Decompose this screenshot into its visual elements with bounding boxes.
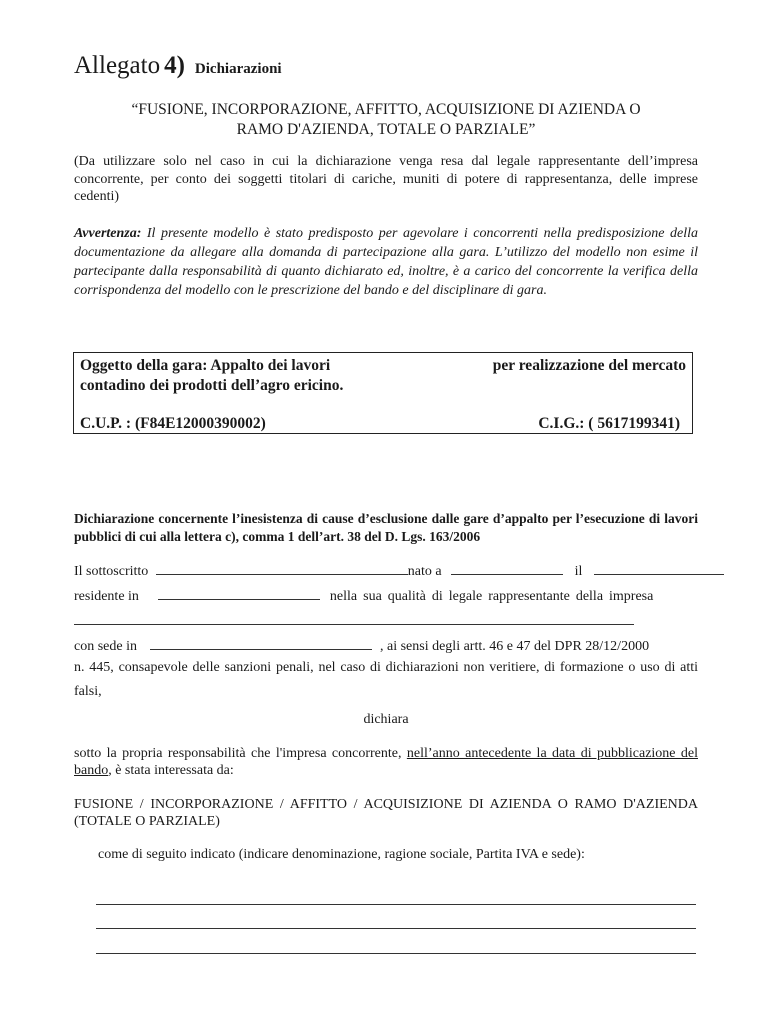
dichiara-label: dichiara <box>363 712 409 727</box>
responsabilita-post: , è stata interessata da: <box>108 763 234 778</box>
label-ai-sensi: , ai sensi degli artt. 46 e 47 del DPR 28/12/2000 <box>379 639 650 654</box>
document-subtitle <box>74 100 698 140</box>
come-di-seguito: come di seguito indicato (indicare denominazione, ragione sociale, Partita IVA e sede): <box>98 847 585 862</box>
oggetto-line-2: contadino dei prodotti dell’agro ericino. <box>80 377 344 394</box>
warning-text: Il presente modello è stato predisposto per agevolare i concorrenti nella predisposizione della documentazione da allegare alla domanda di partecipazione alla gara. L’utilizzo del modello non esime il partecipante dalla responsabilità di quanto dichiarato ed, inoltre, è a carico del concorrente la verifica della corrispondenza del modello con le prescrizione del bando e del disciplinare di gara. <box>74 226 698 298</box>
label-qualita: nella sua qualità di legale rappresentante della impresa <box>329 589 654 604</box>
label-con-sede-in: con sede in <box>74 639 137 654</box>
field-data-nascita[interactable] <box>594 561 724 575</box>
oggetto-right: per realizzazione del mercato <box>492 357 686 374</box>
label-residente-in: residente in <box>74 589 139 604</box>
warning-paragraph <box>74 224 698 300</box>
field-impresa[interactable] <box>74 624 634 625</box>
subtitle-line-2: RAMO D'AZIENDA, TOTALE O PARZIALE” <box>236 121 536 138</box>
consapevole-paragraph: n. 445, consapevole delle sanzioni penali, nel caso di dichiarazioni non veritiere, di formazione o uso di atti falsi, <box>74 660 698 699</box>
label-sottoscritto: Il sottoscritto <box>74 564 149 579</box>
form-line-residente <box>74 586 698 605</box>
field-luogo-nascita[interactable] <box>451 561 563 575</box>
oggetto-left: Oggetto della gara: Appalto dei lavori <box>80 357 331 374</box>
gara-info-box <box>73 352 693 434</box>
field-dettagli-3[interactable] <box>96 953 696 954</box>
usage-note: (Da utilizzare solo nel caso in cui la dichiarazione venga resa dal legale rappresentante dell’impresa concorrente, per conto dei soggetti titolari di cariche, muniti di potere di rappresentanza, delle imprese cedenti) <box>74 154 698 204</box>
field-dettagli-2[interactable] <box>96 928 696 929</box>
cup-code: C.U.P. : (F84E12000390002) <box>80 415 266 432</box>
subtitle-line-1: “FUSIONE, INCORPORAZIONE, AFFITTO, ACQUISIZIONE DI AZIENDA O <box>131 101 641 118</box>
cig-code: C.I.G.: ( 5617199341) <box>538 415 680 432</box>
responsabilita-pre: sotto la propria responsabilità che l'impresa concorrente, <box>74 746 407 761</box>
field-sede[interactable] <box>150 636 372 650</box>
responsabilita-paragraph <box>74 745 698 779</box>
field-residenza[interactable] <box>158 586 320 600</box>
title-dichiarazioni: Dichiarazioni <box>194 61 282 77</box>
title-allegato: Allegato <box>74 52 161 79</box>
responsabilita-underlined: nell’anno antecedente la data di pubblicazione del bando <box>74 746 698 778</box>
field-dettagli-1[interactable] <box>96 904 696 905</box>
document-title <box>74 52 282 80</box>
label-il: il <box>574 564 583 579</box>
fusione-paragraph: FUSIONE / INCORPORAZIONE / AFFITTO / ACQUISIZIONE DI AZIENDA O RAMO D'AZIENDA (TOTALE O PARZIALE) <box>74 797 698 829</box>
form-line-sede <box>74 636 698 655</box>
declaration-heading: Dichiarazione concernente l’inesistenza di cause d’esclusione dalle gare d’appalto per l’esecuzione di lavori pubblici di cui alla lettera c), comma 1 dell’art. 38 del D. Lgs. 163/2006 <box>74 511 698 544</box>
form-line-sottoscritto <box>74 561 698 580</box>
warning-label: Avvertenza: <box>74 226 142 241</box>
label-nato-a: nato a <box>407 564 442 579</box>
field-nome[interactable] <box>156 561 408 575</box>
title-number: 4) <box>164 52 185 79</box>
